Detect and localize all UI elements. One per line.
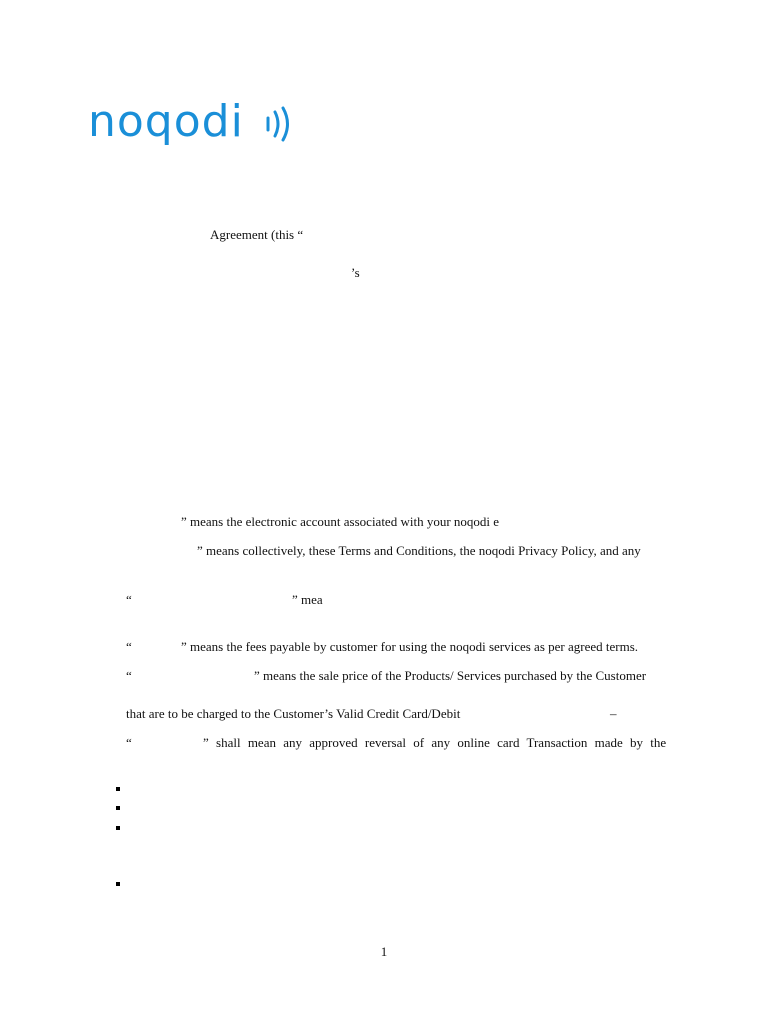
bullet-marker bbox=[116, 882, 120, 886]
sale-price-definition: ” means the sale price of the Products/ Services purchased by the Customer bbox=[254, 668, 647, 683]
noqodi-logo-graphic bbox=[88, 96, 308, 152]
en-dash: – bbox=[610, 706, 617, 721]
bullet-marker bbox=[116, 826, 120, 830]
chargeback-definition: ” shall mean any approved reversal of any online card Transaction made by the bbox=[203, 735, 667, 750]
definition-open-quote-4: “ bbox=[126, 735, 132, 750]
bullet-marker bbox=[116, 787, 120, 791]
logo-wordmark: noqodi bbox=[88, 96, 244, 147]
sale-price-continuation: that are to be charged to the Customer’s Valid Credit Card/Debit bbox=[126, 706, 461, 721]
account-definition: ” means the electronic account associated with your noqodi e bbox=[181, 514, 500, 529]
bullet-marker bbox=[116, 806, 120, 810]
definition-partial-text: ” mea bbox=[292, 592, 323, 607]
wave-signal-icon bbox=[268, 108, 288, 140]
agreement-definition: ” means collectively, these Terms and Conditions, the noqodi Privacy Policy, and any bbox=[197, 543, 641, 558]
agreement-intro-text: Agreement (this “ bbox=[210, 227, 304, 242]
page-number: 1 bbox=[380, 944, 388, 959]
fees-definition: ” means the fees payable by customer for using the noqodi services as per agreed terms. bbox=[181, 639, 639, 654]
possessive-text: ’s bbox=[351, 265, 360, 280]
definition-open-quote-3: “ bbox=[126, 668, 132, 683]
definition-open-quote-2: “ bbox=[126, 639, 132, 654]
noqodi-logo bbox=[88, 96, 308, 152]
definition-open-quote-1: “ bbox=[126, 592, 132, 607]
